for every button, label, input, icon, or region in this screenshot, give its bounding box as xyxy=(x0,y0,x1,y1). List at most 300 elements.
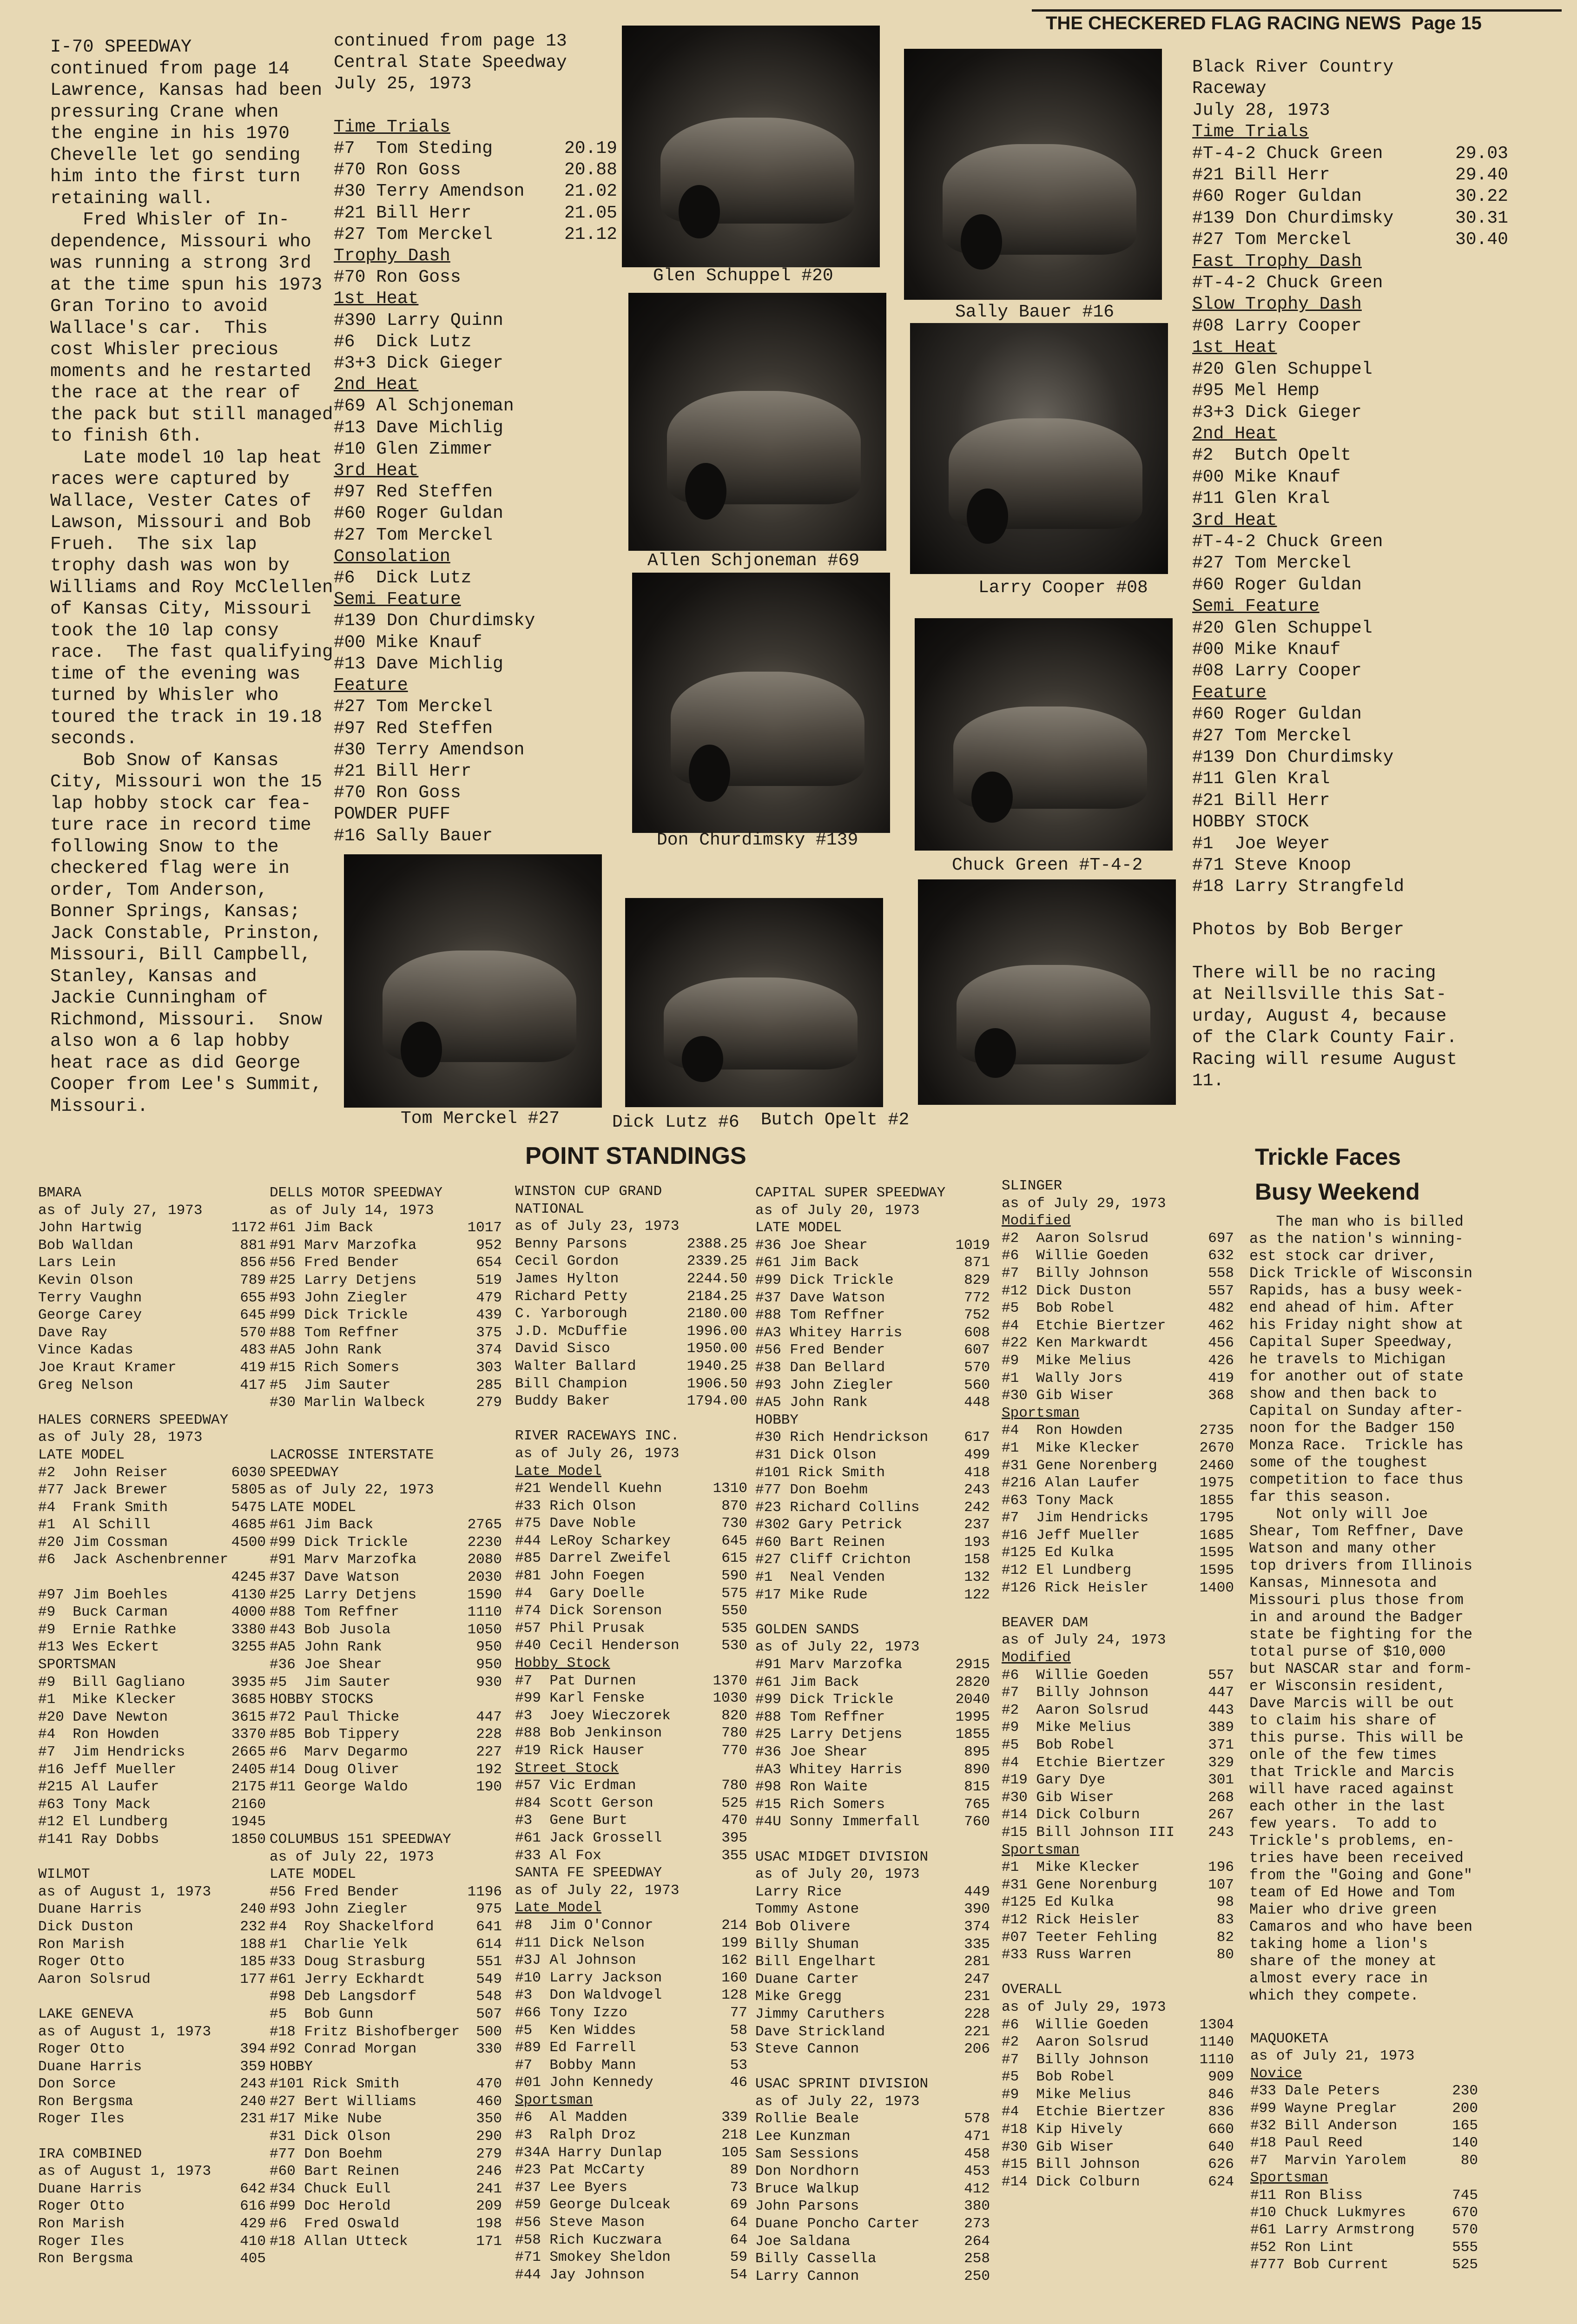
driver-name: #4U Sonny Immerfall xyxy=(755,1814,920,1830)
result-label: Fast Trophy Dash xyxy=(1192,251,1362,271)
standings-heading-text: LATE MODEL xyxy=(755,1220,842,1236)
article-line: heat race as did George xyxy=(50,1052,301,1073)
standings-heading-text: as of August 1, 1973 xyxy=(38,1883,211,1900)
result-label: #3+3 Dick Gieger xyxy=(334,353,503,374)
article-line: order, Tom Anderson, xyxy=(50,879,268,900)
article-line: I-70 SPEEDWAY xyxy=(50,37,192,57)
result-label: #21 Bill Herr xyxy=(1192,165,1330,185)
driver-points: 1304 xyxy=(1199,2016,1234,2033)
driver-points: 617 xyxy=(964,1429,990,1446)
driver-points: 267 xyxy=(1208,1807,1234,1823)
driver-name: #25 Larry Detjens xyxy=(755,1726,903,1743)
article-line: the engine in his 1970 xyxy=(50,123,290,144)
standings-row xyxy=(515,2144,747,2162)
standings-heading xyxy=(515,1445,747,1463)
driver-points: 279 xyxy=(476,2146,502,2162)
driver-points: 185 xyxy=(240,1954,266,1970)
driver-points: 335 xyxy=(964,1936,990,1953)
driver-points: 950 xyxy=(476,1639,502,1656)
standings-row xyxy=(270,1551,502,1569)
standings-row xyxy=(755,1883,990,1901)
driver-points: 645 xyxy=(240,1307,266,1324)
standings-heading xyxy=(38,1656,266,1674)
standings-heading xyxy=(270,1499,502,1517)
race-photo-butch-opelt xyxy=(918,879,1176,1105)
driver-name: #101 Rick Smith xyxy=(755,1464,885,1481)
driver-name: #56 Fred Bender xyxy=(270,1883,400,1900)
standings-row xyxy=(515,1393,747,1410)
article-line: Camaros and who have been xyxy=(1249,1918,1473,1935)
article-line: the pack but still managed xyxy=(50,404,333,425)
driver-name: #15 Rich Somers xyxy=(755,1796,885,1813)
driver-points: 1400 xyxy=(1199,1579,1234,1596)
driver-points: 1794.00 xyxy=(686,1393,747,1410)
result-row xyxy=(1192,1049,1508,1070)
standings-heading-text: USAC SPRINT DIVISION xyxy=(755,2076,929,2093)
standings-row xyxy=(755,1761,990,1779)
result-label: #00 Mike Knauf xyxy=(334,632,482,653)
standings-row xyxy=(1002,2121,1234,2139)
standings-row xyxy=(515,1934,747,1952)
standings-row xyxy=(755,2250,990,2268)
driver-points: 162 xyxy=(721,1952,747,1969)
standings-row xyxy=(270,1237,502,1254)
driver-name: #4 Etchie Biertzer xyxy=(1002,1754,1166,1771)
driver-name: #777 Bob Current xyxy=(1250,2257,1389,2273)
driver-name: #31 Dick Olson xyxy=(270,2128,391,2145)
driver-points: 660 xyxy=(1208,2121,1234,2138)
standings-heading-text xyxy=(38,2128,47,2146)
driver-points: 53 xyxy=(730,2057,747,2073)
standings-row xyxy=(1002,1946,1234,1964)
standings-heading xyxy=(38,1866,266,1883)
driver-points: 871 xyxy=(964,1254,990,1271)
driver-name: J.D. McDuffie xyxy=(515,1323,627,1340)
standings-row xyxy=(1002,1876,1234,1894)
driver-name: George Carey xyxy=(38,1307,142,1324)
standings-heading-text: as of July 28, 1973 xyxy=(38,1429,203,1446)
driver-name: #9 Buck Carman xyxy=(38,1604,168,1621)
photo-caption: Allen Schjoneman #69 xyxy=(647,551,860,571)
standings-row xyxy=(1002,1754,1234,1772)
driver-points: 2040 xyxy=(955,1691,990,1708)
article-line: he travels to Michigan xyxy=(1249,1351,1446,1368)
standings-heading xyxy=(270,1813,502,1831)
standings-heading xyxy=(515,1864,747,1882)
article-line: continued from page 14 xyxy=(50,58,290,79)
result-value: 21.12 xyxy=(564,224,617,244)
driver-name: #77 Don Boehm xyxy=(270,2146,382,2162)
driver-name: #5 Jim Sauter xyxy=(270,1377,391,1393)
standings-row xyxy=(515,1987,747,2004)
standings-heading xyxy=(755,1831,990,1849)
driver-name: #2 John Reiser xyxy=(38,1464,168,1481)
standings-heading-text: WINSTON CUP GRAND xyxy=(515,1183,662,1200)
driver-points: 5475 xyxy=(231,1499,266,1516)
driver-points: 530 xyxy=(721,1637,747,1654)
driver-name: #61 Jerry Eckhardt xyxy=(270,1971,425,1987)
result-row xyxy=(1192,660,1508,682)
standings-row xyxy=(38,2093,266,2111)
driver-points: 279 xyxy=(476,1394,502,1411)
standings-heading xyxy=(515,1427,747,1445)
result-row xyxy=(334,353,617,374)
result-row xyxy=(334,267,617,288)
driver-name: #5 Bob Robel xyxy=(1002,1300,1114,1317)
result-row xyxy=(334,632,617,654)
result-label: Racing will resume August xyxy=(1192,1049,1458,1070)
driver-name: #57 Vic Erdman xyxy=(515,1777,636,1794)
standings-heading xyxy=(38,2163,266,2180)
result-row xyxy=(1192,1006,1508,1027)
driver-points: 1140 xyxy=(1199,2034,1234,2051)
driver-name: Roger Iles xyxy=(38,2233,125,2250)
standings-heading-text xyxy=(270,1429,278,1446)
driver-name: Bill Engelhart xyxy=(755,1954,877,1970)
driver-name: #21 Wendell Kuehn xyxy=(515,1480,662,1497)
driver-points: 1855 xyxy=(1199,1492,1234,1509)
standings-heading xyxy=(1002,1964,1234,1981)
result-row xyxy=(334,654,617,675)
driver-name: #1 Wally Jors xyxy=(1002,1370,1123,1386)
standings-row xyxy=(515,2004,747,2022)
result-row xyxy=(334,761,617,782)
driver-name: #19 Rick Hauser xyxy=(515,1743,645,1759)
standings-heading xyxy=(270,1481,502,1499)
standings-heading-text: Sportsman xyxy=(1002,1405,1080,1421)
result-label xyxy=(1192,941,1203,963)
driver-name: #6 Al Madden xyxy=(515,2109,627,2126)
result-row xyxy=(334,568,617,589)
result-row xyxy=(1192,876,1508,898)
standings-row xyxy=(270,1307,502,1324)
standings-heading xyxy=(515,1218,747,1235)
driver-name: Roger Otto xyxy=(38,2198,125,2215)
article-line: following Snow to the xyxy=(50,836,279,857)
standings-row xyxy=(270,1761,502,1779)
driver-name: Terry Vaughn xyxy=(38,1289,142,1306)
article-line: Capital on Sunday after- xyxy=(1249,1402,1464,1419)
standings-row xyxy=(515,1532,747,1550)
driver-name: #A3 Whitey Harris xyxy=(755,1761,903,1778)
result-row xyxy=(334,245,617,267)
standings-heading-text: GOLDEN SANDS xyxy=(755,1621,859,1638)
standings-row xyxy=(38,1831,266,1849)
driver-points: 410 xyxy=(240,2233,266,2250)
driver-name: #4 Ron Howden xyxy=(38,1726,159,1743)
driver-name: #4 Ron Howden xyxy=(1002,1422,1123,1439)
standings-heading-text: as of July 22, 1973 xyxy=(270,1849,434,1865)
driver-name: #40 Cecil Henderson xyxy=(515,1637,680,1654)
driver-name: #99 Dick Trickle xyxy=(755,1691,894,1708)
standings-row xyxy=(1002,1544,1234,1562)
standings-heading-text: CAPITAL SUPER SPEEDWAY xyxy=(755,1185,946,1201)
standings-row xyxy=(270,2233,502,2251)
standings-row xyxy=(1002,1684,1234,1702)
driver-name: John Hartwig xyxy=(38,1220,142,1236)
driver-name: #7 Billy Johnson xyxy=(1002,1265,1149,1281)
standings-row xyxy=(38,2233,266,2251)
driver-name: #88 Tom Reffner xyxy=(270,1604,400,1621)
driver-points: 458 xyxy=(964,2146,990,2162)
driver-name: #4 Etchie Biertzer xyxy=(1002,2104,1166,2120)
driver-points: 242 xyxy=(964,1499,990,1516)
result-label: POWDER PUFF xyxy=(334,804,450,825)
standings-row xyxy=(1250,2187,1478,2204)
standings-heading xyxy=(515,1201,747,1218)
driver-points: 285 xyxy=(476,1377,502,1393)
driver-points: 1850 xyxy=(231,1831,266,1848)
result-row xyxy=(334,159,617,181)
article-line: end ahead of him. After xyxy=(1249,1299,1455,1316)
standings-row xyxy=(38,1237,266,1254)
driver-points: 339 xyxy=(721,2109,747,2126)
result-row xyxy=(1192,855,1508,876)
result-label: #71 Steve Knoop xyxy=(1192,855,1352,876)
driver-name: #72 Paul Thicke xyxy=(270,1709,400,1725)
driver-name: Billy Shuman xyxy=(755,1936,859,1953)
driver-name: #97 Jim Boehles xyxy=(38,1586,168,1603)
driver-name: #56 Fred Bender xyxy=(755,1342,885,1359)
driver-name: #88 Bob Jenkinson xyxy=(515,1725,662,1742)
driver-name: #3J Al Johnson xyxy=(515,1952,636,1969)
driver-points: 193 xyxy=(964,1534,990,1551)
standings-heading-text: as of August 1, 1973 xyxy=(38,2163,211,2180)
standings-row xyxy=(755,1918,990,1936)
driver-name: #3 Gene Burt xyxy=(515,1812,627,1829)
driver-name: #33 Dale Peters xyxy=(1250,2083,1380,2100)
article-line: toured the track in 19.18 xyxy=(50,706,323,727)
article-line: turned by Whisler who xyxy=(50,685,279,706)
driver-points: 654 xyxy=(476,1254,502,1271)
driver-name: #5 Bob Robel xyxy=(1002,2069,1114,2086)
driver-name: #2 Aaron Solsrud xyxy=(1002,2034,1149,2051)
standings-heading-text: Sportsman xyxy=(1002,1842,1080,1858)
result-label: Time Trials xyxy=(334,117,450,137)
article-line: team of Ed Howe and Tom xyxy=(1249,1884,1455,1901)
standings-heading-text: BEAVER DAM xyxy=(1002,1614,1089,1631)
driver-name: #5 Bob Gunn xyxy=(270,2006,374,2022)
driver-points: 752 xyxy=(964,1307,990,1324)
driver-name: Larry Rice xyxy=(755,1883,842,1900)
driver-points: 2388.25 xyxy=(686,1235,747,1252)
standings-row xyxy=(755,1988,990,2006)
driver-points: 359 xyxy=(240,2058,266,2075)
standings-row xyxy=(270,1219,502,1237)
driver-points: 2030 xyxy=(467,1569,502,1586)
result-row xyxy=(334,696,617,718)
standings-row xyxy=(1002,1230,1234,1248)
driver-points: 3255 xyxy=(231,1639,266,1656)
driver-name: #57 Phil Prusak xyxy=(515,1620,645,1637)
driver-name: #1 Charlie Yelk xyxy=(270,1936,408,1953)
driver-points: 59 xyxy=(730,2249,747,2266)
result-row xyxy=(1192,833,1508,855)
driver-points: 3380 xyxy=(231,1621,266,1638)
article-line: dependence, Missouri who xyxy=(50,231,311,252)
result-label: HOBBY STOCK xyxy=(1192,812,1309,832)
standings-row xyxy=(1002,1771,1234,1789)
standings-row xyxy=(38,1499,266,1517)
standings-heading-text: DELLS MOTOR SPEEDWAY xyxy=(270,1185,443,1201)
article-line: Late model 10 lap heat xyxy=(50,447,323,468)
standings-row xyxy=(1002,1894,1234,1911)
result-row xyxy=(334,52,617,73)
standings-heading-text xyxy=(38,1849,47,1866)
standings-row xyxy=(270,1743,502,1761)
standings-heading xyxy=(1002,1405,1234,1422)
standings-heading xyxy=(755,1202,990,1220)
driver-points: 570 xyxy=(240,1324,266,1341)
result-label: #27 Tom Merckel xyxy=(1192,230,1352,250)
result-label: Raceway xyxy=(1192,79,1267,99)
standings-row xyxy=(515,1480,747,1498)
driver-points: 240 xyxy=(240,2093,266,2110)
result-row xyxy=(1192,57,1508,78)
result-row xyxy=(1192,941,1508,963)
result-label: Slow Trophy Dash xyxy=(1192,294,1362,315)
standings-row xyxy=(38,1674,266,1691)
driver-points: 439 xyxy=(476,1307,502,1324)
standings-heading xyxy=(1250,2065,1478,2082)
driver-name: #43 Bob Jusola xyxy=(270,1621,391,1638)
standings-row xyxy=(755,1464,990,1482)
result-row xyxy=(334,675,617,696)
standings-row xyxy=(1002,1806,1234,1824)
standings-heading xyxy=(270,1184,502,1202)
driver-points: 46 xyxy=(730,2074,747,2091)
driver-points: 642 xyxy=(240,2180,266,2197)
article-line: Frueh. The six lap xyxy=(50,534,257,555)
standings-row xyxy=(755,1359,990,1377)
standings-heading-text: SANTA FE SPEEDWAY xyxy=(515,1865,662,1882)
driver-points: 243 xyxy=(964,1482,990,1499)
driver-name: #18 Allan Utteck xyxy=(270,2233,408,2250)
standings-heading xyxy=(1002,1177,1234,1195)
driver-points: 350 xyxy=(476,2111,502,2127)
driver-name: #61 Jim Back xyxy=(270,1517,374,1533)
driver-points: 760 xyxy=(964,1814,990,1830)
driver-points: 281 xyxy=(964,1954,990,1970)
driver-points: 789 xyxy=(240,1272,266,1288)
driver-name: Joe Kraut Kramer xyxy=(38,1359,177,1376)
driver-name: Walter Ballard xyxy=(515,1358,636,1374)
result-label: #16 Sally Bauer xyxy=(334,825,493,846)
article-line: Cooper from Lee's Summit, xyxy=(50,1074,323,1095)
article-line: Jack Constable, Prinston, xyxy=(50,923,323,944)
article-line: taking home a lion's xyxy=(1249,1935,1428,1953)
driver-points: 2184.25 xyxy=(686,1288,747,1305)
driver-name: #1 Mike Klecker xyxy=(1002,1439,1140,1456)
result-row xyxy=(1192,445,1508,466)
standings-row xyxy=(270,1778,502,1796)
driver-points: 64 xyxy=(730,2214,747,2231)
driver-points: 419 xyxy=(240,1359,266,1376)
standings-row xyxy=(515,1777,747,1795)
standings-row xyxy=(1002,1370,1234,1387)
standings-heading-text: SPORTSMAN xyxy=(38,1657,116,1673)
driver-points: 975 xyxy=(476,1901,502,1918)
result-row xyxy=(1192,1027,1508,1049)
driver-points: 697 xyxy=(1208,1230,1234,1247)
result-row xyxy=(334,117,617,138)
driver-name: #30 Gib Wiser xyxy=(1002,1789,1114,1806)
driver-points: 479 xyxy=(476,1289,502,1306)
standings-heading-text: LATE MODEL xyxy=(270,1499,356,1516)
standings-row xyxy=(38,1761,266,1779)
article-line: Monza Race. Trickle has xyxy=(1249,1437,1464,1454)
driver-points: 456 xyxy=(1208,1335,1234,1352)
result-row xyxy=(334,460,617,482)
result-label: #60 Roger Guldan xyxy=(1192,704,1362,725)
standings-row xyxy=(755,1971,990,1988)
standings-row xyxy=(270,2163,502,2180)
result-label: #13 Dave Michlig xyxy=(334,417,503,438)
standings-row xyxy=(1002,1667,1234,1684)
driver-name: #7 Jim Hendricks xyxy=(1002,1510,1149,1526)
standings-row xyxy=(270,1394,502,1412)
driver-name: #85 Bob Tippery xyxy=(270,1726,400,1743)
driver-points: 3685 xyxy=(231,1691,266,1708)
standings-row xyxy=(1002,1317,1234,1335)
standings-heading-text xyxy=(755,1831,764,1849)
driver-name: #9 Mike Melius xyxy=(1002,1352,1132,1369)
standings-heading-text xyxy=(38,1394,47,1412)
standings-heading xyxy=(755,1638,990,1656)
article-line: Capital Super Speedway, xyxy=(1249,1334,1455,1351)
driver-points: 2765 xyxy=(467,1517,502,1533)
driver-name: #17 Mike Nube xyxy=(270,2111,382,2127)
driver-points: 209 xyxy=(476,2198,502,2215)
article-line: this purse. This will be xyxy=(1249,1729,1464,1746)
standings-heading xyxy=(1002,1195,1234,1213)
standings-row xyxy=(515,2196,747,2214)
driver-name: #8 Jim O'Connor xyxy=(515,1917,653,1934)
result-label: Black River Country xyxy=(1192,57,1394,77)
standings-column-4 xyxy=(755,1184,990,2285)
driver-name: Tommy Astone xyxy=(755,1901,859,1918)
standings-heading-text: HOBBY xyxy=(270,2058,313,2075)
standings-heading-text: Sportsman xyxy=(1250,2170,1328,2186)
driver-name: #7 Pat Durnen xyxy=(515,1672,636,1689)
driver-name: #61 Jack Grossell xyxy=(515,1829,662,1846)
standings-row xyxy=(1250,2117,1478,2134)
standings-heading xyxy=(270,2058,502,2076)
driver-name: Joe Saldana xyxy=(755,2233,851,2250)
standings-row xyxy=(270,1953,502,1971)
article-line: share of the money at xyxy=(1249,1953,1437,1970)
driver-name: #1 Mike Klecker xyxy=(1002,1859,1140,1876)
driver-points: 3935 xyxy=(231,1674,266,1690)
driver-points: 2405 xyxy=(231,1761,266,1778)
driver-points: 82 xyxy=(1216,1929,1234,1946)
driver-points: 570 xyxy=(1452,2222,1478,2238)
driver-points: 626 xyxy=(1208,2156,1234,2173)
standings-heading-text: OVERALL xyxy=(1002,1981,1062,1998)
driver-points: 930 xyxy=(476,1674,502,1690)
driver-points: 1590 xyxy=(467,1586,502,1603)
article-line: competition to face thus xyxy=(1249,1471,1464,1488)
driver-points: 836 xyxy=(1208,2104,1234,2120)
driver-points: 2460 xyxy=(1199,1457,1234,1474)
standings-heading xyxy=(38,1429,266,1446)
driver-name: #6 Willie Goeden xyxy=(1002,1667,1149,1684)
result-row xyxy=(1192,100,1508,121)
result-label: #139 Don Churdimsky xyxy=(334,611,535,631)
standings-row xyxy=(755,1953,990,1971)
driver-name: #15 Rich Somers xyxy=(270,1359,400,1376)
driver-points: 1030 xyxy=(713,1690,747,1707)
